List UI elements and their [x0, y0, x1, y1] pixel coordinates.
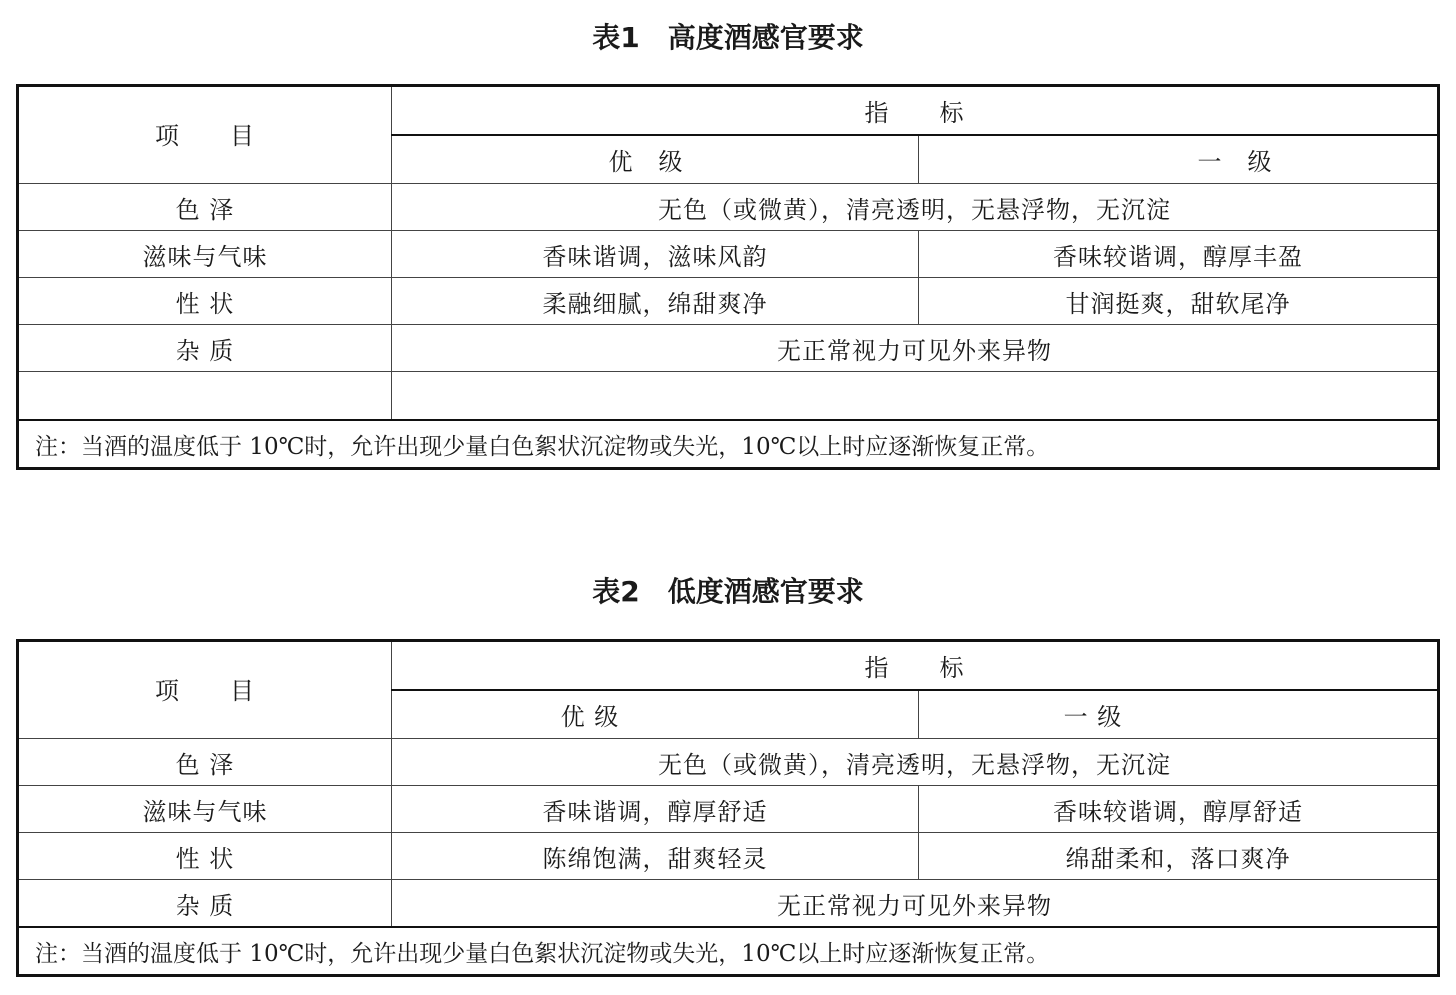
table2-row3-item: 性 状 — [18, 833, 392, 880]
table2-header-row — [18, 641, 1439, 691]
table2-row4-item: 杂 质 — [18, 880, 392, 928]
table2-row2-b: 香味较谐调，醇厚舒适 — [919, 786, 1439, 833]
table2-row3-b: 绵甜柔和，落口爽净 — [919, 833, 1439, 880]
table2-row4-merged: 无正常视力可见外来异物 — [392, 880, 1439, 928]
table-row — [18, 880, 1439, 928]
table1-header-item: 项 目 — [18, 86, 392, 184]
table1-note: 注：当酒的温度低于 10℃时，允许出现少量白色絮状沉淀物或失光，10℃以上时应逐渐恢复正常。 — [18, 420, 1439, 469]
table-row — [18, 231, 1439, 278]
table1-empty-cell-item — [18, 372, 392, 421]
table2-note: 注：当酒的温度低于 10℃时，允许出现少量白色絮状沉淀物或失光，10℃以上时应逐渐恢复正常。 — [18, 927, 1439, 976]
table1-row1-item: 色 泽 — [18, 184, 392, 231]
table2-row1-merged: 无色（或微黄），清亮透明，无悬浮物，无沉淀 — [392, 739, 1439, 786]
table1-empty-cell-value — [392, 372, 1439, 421]
table1-row3-b: 甘润挺爽，甜软尾净 — [919, 278, 1439, 325]
table1-row4-item: 杂 质 — [18, 325, 392, 372]
table-row — [18, 786, 1439, 833]
table2-header-grade-a: 优 级 — [392, 690, 919, 739]
table1-empty-row — [18, 372, 1439, 421]
table1-row3-item: 性 状 — [18, 278, 392, 325]
table2-note-row — [18, 927, 1439, 976]
table1-row2-item: 滋味与气味 — [18, 231, 392, 278]
table2-header-grade-b: 一 级 — [919, 690, 1439, 739]
table1-header-grade-b: 一 级 — [919, 135, 1439, 184]
table2-row1-item: 色 泽 — [18, 739, 392, 786]
table1-sensory-high-alcohol — [16, 84, 1440, 470]
table1-caption: 表1 高度酒感官要求 — [592, 21, 864, 54]
table1-row2-a: 香味谐调，滋味风韵 — [392, 231, 919, 278]
table1-header-row — [18, 86, 1439, 136]
table-row — [18, 739, 1439, 786]
table2-sensory-low-alcohol — [16, 639, 1440, 977]
table1-header-indicator: 指 标 — [392, 86, 1439, 136]
table2-row2-a: 香味谐调，醇厚舒适 — [392, 786, 919, 833]
table1-row4-merged: 无正常视力可见外来异物 — [392, 325, 1439, 372]
table1-row3-a: 柔融细腻，绵甜爽净 — [392, 278, 919, 325]
table2-header-item: 项 目 — [18, 641, 392, 739]
table1-header-grade-a: 优 级 — [392, 135, 919, 184]
table1-row2-b: 香味较谐调，醇厚丰盈 — [919, 231, 1439, 278]
table-row — [18, 833, 1439, 880]
table2-caption: 表2 低度酒感官要求 — [592, 575, 864, 608]
table-row — [18, 278, 1439, 325]
table1-row1-merged: 无色（或微黄），清亮透明，无悬浮物，无沉淀 — [392, 184, 1439, 231]
table2-row2-item: 滋味与气味 — [18, 786, 392, 833]
table-row — [18, 325, 1439, 372]
table1-note-row — [18, 420, 1439, 469]
table2-header-indicator: 指 标 — [392, 641, 1439, 691]
table2-row3-a: 陈绵饱满，甜爽轻灵 — [392, 833, 919, 880]
table-row — [18, 184, 1439, 231]
